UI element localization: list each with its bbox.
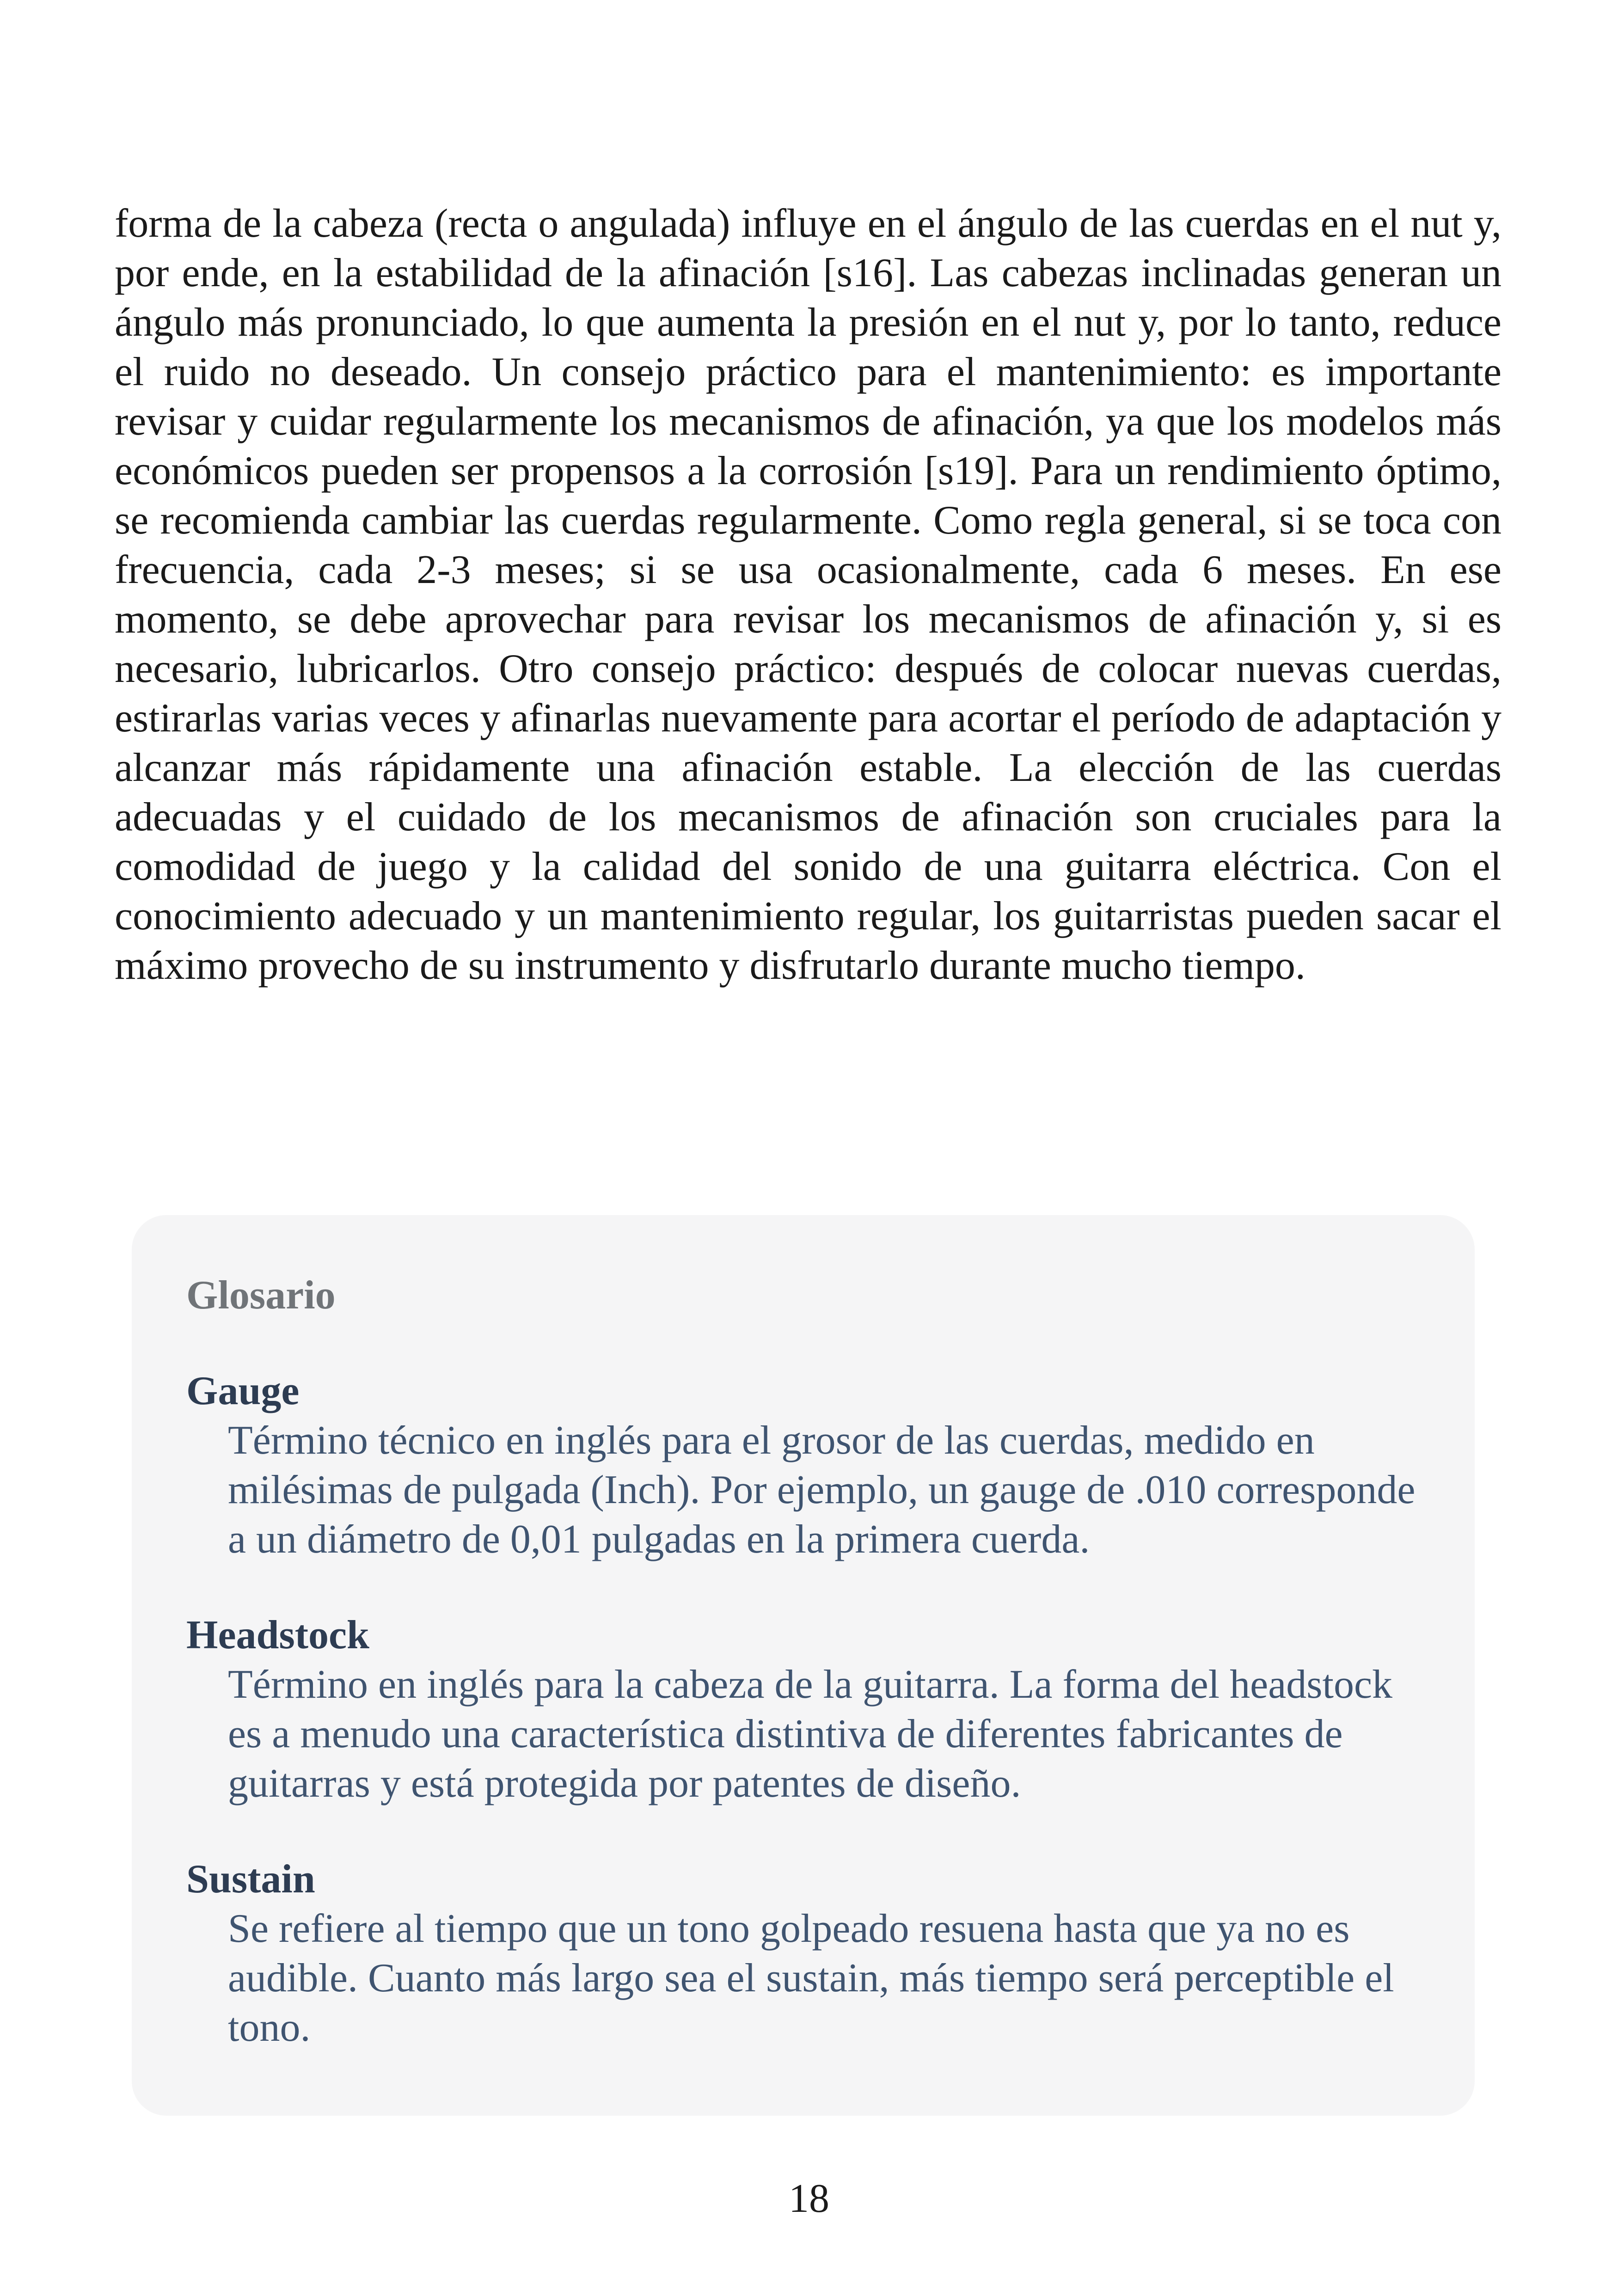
glossary-title: Glosario <box>186 1273 336 1318</box>
glossary-definition: Término técnico en inglés para el grosor de las cuerdas, medido en milésimas de pulgada (Inch). Por ejemplo, un gauge de .010 corresponde a un diámetro de 0,01 pulgadas en la primera cuerda. <box>228 1418 1416 1562</box>
glossary-term: Sustain <box>186 1857 315 1902</box>
glossary-term: Headstock <box>186 1613 369 1658</box>
page-number: 18 <box>789 2176 829 2221</box>
glossary-term: Gauge <box>186 1369 300 1413</box>
glossary-box <box>132 1215 1475 2116</box>
body-paragraph: forma de la cabeza (recta o angulada) influye en el ángulo de las cuerdas en el nut y, por ende, en la estabilidad de la afinación [s16]. Las cabezas inclinadas generan un ángulo más pronunciado, lo que aumenta la presión en el nut y, por lo tanto, reduce el ruido no deseado. Un consejo práctico para el mantenimiento: es importante revisar y cuidar regularmente los mecanismos de afinación, ya que los modelos más económicos pueden ser propensos a la corrosión [s19]. Para un rendimiento óptimo, se recomienda cambiar las cuerdas regularmente. Como regla general, si se toca con frecuencia, cada 2-3 meses; si se usa ocasionalmente, cada 6 meses. En ese momento, se debe aprovechar para revisar los mecanismos de afinación y, si es necesario, lubricarlos. Otro consejo práctico: después de colocar nuevas cuerdas, estirarlas varias veces y afinarlas nuevamente para acortar el período de adaptación y alcanzar más rápidamente una afinación estable. La elección de las cuerdas adecuadas y el cuidado de los mecanismos de afinación son cruciales para la comodidad de juego y la calidad del sonido de una guitarra eléctrica. Con el conocimiento adecuado y un mantenimiento regular, los guitarristas pueden sacar el máximo provecho de su instrumento y disfrutarlo durante mucho tiempo. <box>115 201 1502 988</box>
glossary-entry-gauge <box>186 1366 1419 1564</box>
glossary-entry-headstock <box>186 1610 1419 1808</box>
glossary-definition: Se refiere al tiempo que un tono golpeado resuena hasta que ya no es audible. Cuanto más largo sea el sustain, más tiempo será perceptible el tono. <box>228 1906 1394 2050</box>
glossary-definition: Término en inglés para la cabeza de la guitarra. La forma del headstock es a menudo una característica distintiva de diferentes fabricantes de guitarras y está protegida por patentes de diseño. <box>228 1662 1392 1806</box>
glossary-entry-sustain <box>186 1854 1419 2052</box>
